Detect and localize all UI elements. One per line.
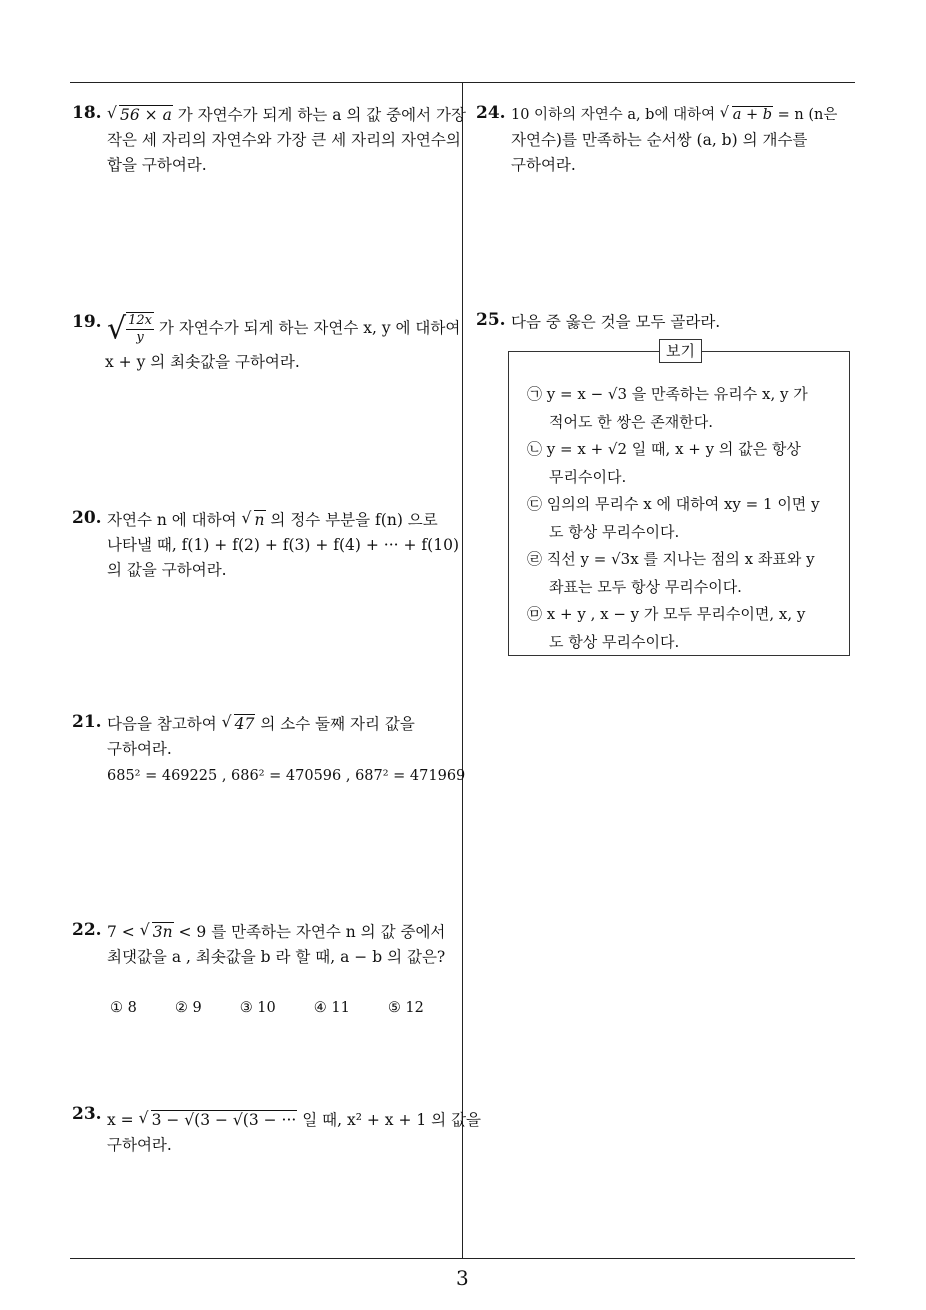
question-line: 구하여라. <box>107 740 172 758</box>
question-number: 20. <box>72 508 102 528</box>
question-line: 7 < √ 3n < 9 를 만족하는 자연수 n 의 값 중에서 <box>107 921 446 941</box>
question-number: 21. <box>72 712 102 732</box>
example-box <box>508 342 850 656</box>
choice-4[interactable]: ④ 11 <box>313 1000 350 1016</box>
question-number: 18. <box>72 103 102 123</box>
fraction: $\frac{12x}{y}$ <box>128 313 152 345</box>
question-line: 다음 중 옳은 것을 모두 골라라. <box>511 313 721 331</box>
question-line: 의 값을 구하여라. <box>107 561 227 579</box>
question-22 <box>72 920 457 1030</box>
question-19 <box>72 311 461 382</box>
question-24 <box>476 103 856 183</box>
question-number: 23. <box>72 1104 102 1124</box>
question-18 <box>72 103 466 183</box>
example-item-3: ㉢ 임의의 무리수 x 에 대하여 xy = 1 이면 y 도 항상 무리수이다. <box>527 495 820 541</box>
page-number: 3 <box>456 1266 469 1290</box>
question-number: 25. <box>476 310 506 330</box>
question-line: 다음을 참고하여 √ 47 의 소수 둘째 자리 값을 <box>107 713 415 733</box>
question-hint: 685² = 469225 , 686² = 470596 , 687² = 471969 <box>107 768 466 784</box>
question-line: 구하여라. <box>107 1136 172 1154</box>
question-25 <box>476 310 856 340</box>
choice-3[interactable]: ③ 10 <box>239 1000 276 1016</box>
question-line: √ $\frac{12x}{y}$ 가 자연수가 되게 하는 자연수 x, y 에 대하여 <box>107 311 461 347</box>
question-line: 합을 구하여라. <box>107 156 207 174</box>
choice-5[interactable]: ⑤ 12 <box>387 1000 424 1016</box>
example-item-2: ㉡ y = x + √2 일 때, x + y 의 값은 항상 무리수이다. <box>527 440 801 486</box>
example-item-5: ㉤ x + y , x − y 가 모두 무리수이면, x, y 도 항상 무리수이다. <box>527 605 806 651</box>
question-line: 자연수)를 만족하는 순서쌍 (a, b) 의 개수를 <box>511 131 808 149</box>
question-number: 19. <box>72 312 102 332</box>
question-23 <box>72 1104 482 1164</box>
choice-1[interactable]: ① 8 <box>110 1000 137 1016</box>
question-21 <box>72 712 466 792</box>
choice-2[interactable]: ② 9 <box>174 1000 202 1016</box>
question-line: x = √ 3 − √(3 − √(3 − ··· 일 때, x² + x + 1 의 값을 <box>107 1109 482 1129</box>
example-box-title: 보기 <box>659 339 702 363</box>
question-line: x + y 의 최솟값을 구하여라. <box>105 353 300 371</box>
question-line: 10 이하의 자연수 a, b에 대하여 √ a + b = n (n은 <box>511 105 838 123</box>
question-20 <box>72 508 457 588</box>
question-line: √ 56 × a 가 자연수가 되게 하는 a 의 값 중에서 가장 <box>107 103 466 128</box>
answer-choices <box>110 996 462 1021</box>
bottom-rule <box>70 1258 855 1259</box>
sqrt-expression: √ 56 × a <box>107 104 172 124</box>
question-line: 자연수 n 에 대하여 √ n 의 정수 부분을 f(n) 으로 <box>107 509 438 529</box>
question-line: 구하여라. <box>511 156 576 174</box>
question-line: 나타낼 때, f(1) + f(2) + f(3) + f(4) + ··· + f(10) <box>107 536 459 554</box>
example-item-4: ㉣ 직선 y = √3x 를 지나는 점의 x 좌표와 y 좌표는 모두 항상 무리수이다. <box>527 550 815 596</box>
question-number: 24. <box>476 103 506 123</box>
question-number: 22. <box>72 920 102 940</box>
question-line: 최댓값을 a , 최솟값을 b 라 할 때, a − b 의 값은? <box>107 948 446 966</box>
column-divider <box>462 82 463 1258</box>
question-line: 작은 세 자리의 자연수와 가장 큰 세 자리의 자연수의 <box>107 131 461 149</box>
example-item-1: ㉠ y = x − √3 을 만족하는 유리수 x, y 가 적어도 한 쌍은 존재한다. <box>527 385 808 431</box>
